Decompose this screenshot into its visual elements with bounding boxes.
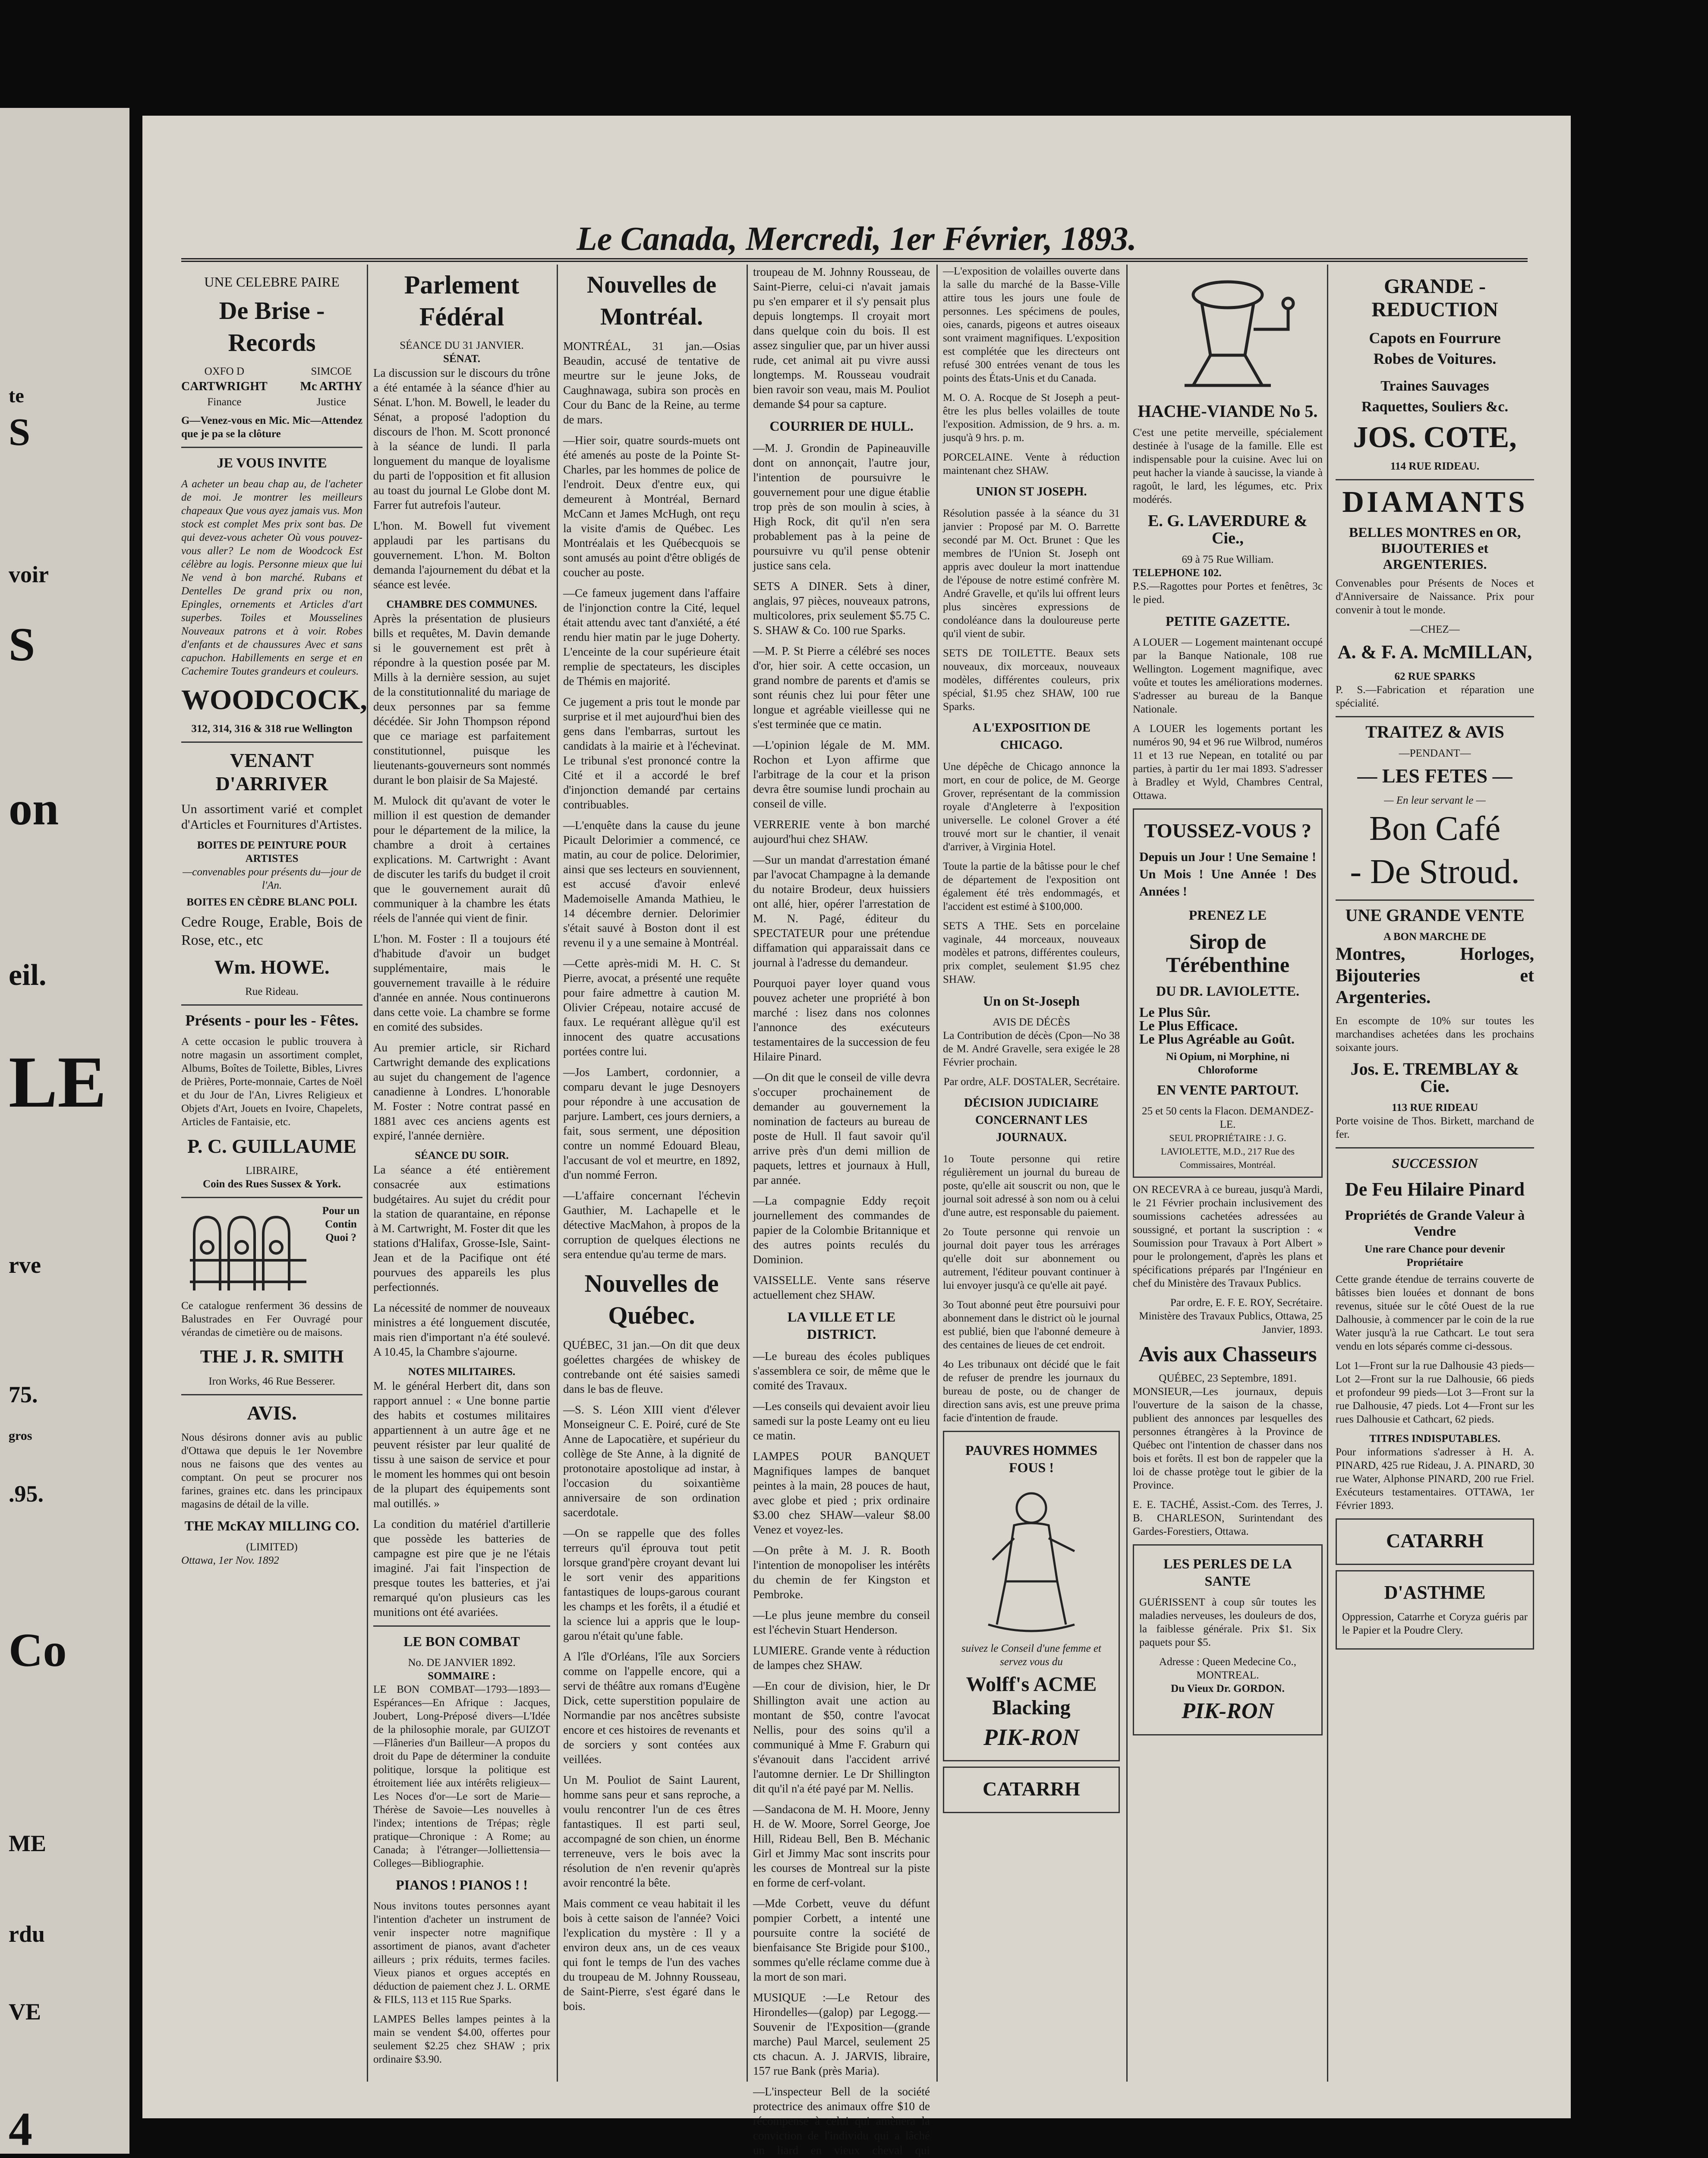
masthead: Le Canada, Mercredi, 1er Février, 1893. (577, 220, 1137, 257)
article-paragraph: —On se rappelle que des folles terreurs qu'il éprouva tout petit lorsque grand'père croyant devant lui le sort venir des apparitions fantastiques de loups-garous courant les champs et les forêts, il a étudié et la science lui a appris que le loup-garou n'était qu'une fable. (563, 1527, 740, 1642)
ad-text: A BON MARCHE DE (1383, 931, 1487, 943)
article-paragraph: QUÉBEC, 31 jan.—On dit que deux goélettes chargées de whiskey de contrebande ont été saisies samedi dans le bas de fleuve. (563, 1338, 740, 1395)
ad-mcmillan-name: A. & F. A. McMILLAN, (1337, 641, 1532, 663)
ad-brise-records-kicker: UNE CELEBRE PAIRE (204, 274, 340, 290)
ad-text: LIBRAIRE, (246, 1165, 298, 1177)
ad-tremblay-heading: UNE GRANDE VENTE (1345, 905, 1525, 925)
article-title: COURRIER DE HULL. (769, 418, 914, 434)
ad-text: Traines Sauvages (1380, 378, 1489, 394)
ad-woodcock-address: 312, 314, 316 & 318 rue Wellington (191, 723, 353, 735)
article-paragraph: L'hon. M. Bowell fut vivement applaudi par les partisans du gouvernement. L'hon. M. Bolton demanda l'ajournement du débat et la séance est levée. (373, 519, 550, 591)
article-paragraph: —Jos Lambert, cordonnier, a comparu devant le juge Desnoyers pour répondre à une accusation de parjure. Lambert, ces jours derniers, a fait, sous serment, une déposition contre un nommé Edouard Bleau, l'accusant de vol et meurtre, en 1892, d'un nommé Ferron. (563, 1066, 740, 1181)
article-paragraph: VAISSELLE. Vente sans réserve actuellement chez SHAW. (753, 1274, 930, 1301)
ad-text: Un assortiment varié et complet d'Articles et Fournitures d'Artistes. (181, 802, 362, 832)
ad-wolff-name: Wolff's ACME Blacking (966, 1673, 1097, 1719)
ad-text: OXFO D (204, 366, 245, 377)
adjacent-page-fragment (0, 108, 129, 2154)
article-paragraph: M. O. A. Rocque de St Joseph a peut-être les plus belles volailles de toute l'exposition. Admission, de 9 hrs. a. m. jusqu'à 9 hrs. p. m. (943, 392, 1120, 444)
article-paragraph: —Sur un mandat d'arrestation émané par l'avocat Champagne à la demande du notaire Brodeur, deux huissiers ont allé, hier, opérer l'arrestation de M. N. Pagé, éditeur du SPECTATEUR pour une prétendue diffamation qui apparaissait dans ce journal à l'adresse du demandeur. (753, 853, 930, 969)
ad-text: Une rare Chance pour devenir Propriétaire (1365, 1243, 1505, 1268)
fragment-text: te (9, 385, 24, 407)
ad-text: Iron Works, 46 Rue Besserer. (208, 1376, 335, 1387)
ad-text: 69 à 75 Rue William. (1182, 554, 1274, 565)
ad-text: CARTWRIGHT (181, 380, 268, 393)
article-paragraph: MONTRÉAL, 31 jan.—Osias Beaudin, accusé de tentative de meurtre sur le jeune Joks, de Caughnawaga, subira son procès en Cour du Banc de la Reine, au terme de mars. (563, 340, 740, 426)
article-paragraph: A l'île d'Orléans, l'île aux Sorciers comme on l'appelle encore, qui a servi de théâtre aux romans d'Eugène Dick, cette superstition populaire de Normandie par nos ancêtres subsiste encore et ces histoires de revenants et de sorciers y sont contées aux veillées. (563, 1650, 740, 1766)
ad-pinard-name: De Feu Hilaire Pinard (1345, 1179, 1525, 1200)
article-paragraph: Toute la partie de la bâtisse pour le chef de département de l'exposition ont également été très endommagés, et l'accident est estimé à $100,000. (943, 861, 1120, 912)
column-rule (747, 265, 748, 2082)
article-paragraph: ON RECEVRA à ce bureau, jusqu'à Mardi, le 21 Février prochain inclusivement des soumissions cachetées adressées au soussigné, et portant la suscription : « Soumission pour Travaux à Port Albert » pour le prolongement, d'après les plans et spécifications préparés par l'Ingénieur en chef du Ministère des Travaux Publics. (1133, 1184, 1323, 1289)
fragment-text: 4 (9, 2103, 32, 2155)
ad-text: Cedre Rouge, Erable, Bois de Rose, etc., etc (181, 914, 362, 948)
article-paragraph: MUSIQUE :—Le Retour des Hirondelles—(galop) par Legogg.—Souvenir de l'Exposition—(grande marche) Paul Marcel, seulement 25 cts chacun. A. J. JARVIS, libraire, 157 rue Bank (près Maria). (753, 1991, 930, 2077)
article-title: Nouvelles de Québec. (584, 1269, 719, 1329)
article-subhead: SÉNAT. (443, 353, 480, 365)
article-title: Un on St-Joseph (983, 993, 1080, 1009)
article-subhead: SÉANCE DU 31 JANVIER. (400, 340, 524, 351)
fragment-text: VE (9, 1999, 41, 2025)
ad-sirop-title: Sirop de Térébenthine (1166, 929, 1290, 977)
ad-text: Coin des Rues Sussex & York. (203, 1178, 341, 1190)
ad-sirop (1133, 808, 1323, 1178)
article-paragraph: LE BON COMBAT—1793—1893—Espérances—En Afrique : Jacques, Joubert, Long-Préposé divers—L'Idée de la philosophie morale, par GUIZOT—Flâneries d'un Bailleur—A propos du droit du Pape de déterminer la conduite politique, lorsque la politique est étroitement liée aux intérêts religieux—Les Noces d'or—Le sort de Marie—Thérèse de Savoie—Les nouvelles à l'index; intentions de Trépas; règle pratique—Chronique : A Rome; au Canada; à l'étranger—Jolliettensia—Colleges—Bibliographie. (373, 1684, 550, 1869)
article-paragraph: —Hier soir, quatre sourds-muets ont été amenés au poste de la Pointe St-Charles, par les hommes de police de l'endroit. Deux d'entre eux, qui demeurent à Montréal, Bernard McCann et James McHugh, ont reçu la visite d'amis de Québec. Les Montréalais et les Québecquois se sont amusés au point d'être obligés de coucher au poste. (563, 434, 740, 579)
ad-stroud-cafe: Bon Café (1369, 810, 1501, 848)
article-paragraph: 1o Toute personne qui retire régulièrement un journal du bureau de poste, qu'elle ait souscrit ou non, que le journal soit adressé à son nom ou à celui d'une autre, est responsable du paiement. (943, 1153, 1120, 1218)
fragment-text: eil. (9, 959, 47, 992)
ad-laverdure-name: E. G. LAVERDURE & Cie., (1148, 512, 1308, 547)
ad-text: Le Plus Agréable au Goût. (1139, 1031, 1295, 1047)
ad-text: Raquettes, Souliers &c. (1361, 399, 1508, 415)
ad-text: Pour un Contin Quoi ? (322, 1205, 360, 1243)
ad-howe-name: Wm. HOWE. (214, 956, 330, 978)
column-nouvelles (563, 265, 740, 2082)
article-paragraph: L'hon. M. Foster : Il a toujours été d'habitude d'avoir un budget supplémentaire, mais le gouvernement travaille à le réduire d'année en année. Nous continuerons dans cette voie. La chambre se forme en comité des subsides. (373, 932, 550, 1033)
ad-heading: CATARRH (1386, 1530, 1484, 1552)
column-hull (753, 265, 930, 2157)
fragment-text: LE (9, 1041, 107, 1123)
ad-text: Porte voisine de Thos. Birkett, marchand de fer. (1336, 1115, 1534, 1140)
fragment-text: rdu (9, 1921, 45, 1947)
ad-woodcock-heading: JE VOUS INVITE (217, 455, 327, 470)
article-paragraph: Un M. Pouliot de Saint Laurent, homme sans peur et sans reproche, a voulu rencontrer l'un de ces êtres fantastiques. Il est parti seul, accompagné de son chien, un énorme terreneuve, vers le bois avec la résolution de n'en revenir qu'après avoir rencontré la bête. (563, 1773, 740, 1889)
article-paragraph: SETS A DINER. Sets à diner, anglais, 97 pièces, nouveaux patrons, multicolores, prix seulement $5.75 C. S. SHAW & Co. 100 rue Sparks. (753, 580, 930, 637)
iron-fence-illustration (186, 1208, 315, 1295)
meat-grinder-illustration (1150, 269, 1305, 398)
column-parlement (373, 265, 550, 2082)
column-ads-left (181, 265, 367, 2082)
ad-cote-heading: GRANDE - REDUCTION (1371, 275, 1498, 321)
ad-text: Depuis un Jour ! Une Semaine ! Un Mois ! Une Année ! Des Années ! (1139, 850, 1316, 899)
article-paragraph: 4o Les tribunaux ont décidé que le fait de refuser de prendre les journaux du bureau de poste, ou de changer de direction sans avis, est une preuve prima facie d'intention de fraude. (943, 1359, 1120, 1424)
ad-text: —PENDANT— (1399, 748, 1471, 759)
article-paragraph: Nous invitons toutes personnes ayant l'intention d'acheter un instrument de venir inspecter notre magnifique assortiment de pianos, avant d'acheter ailleurs ; prix réduits, termes faciles. Vieux pianos et orgues acceptés en déduction de paiement chez J. L. ORME & FILS, 113 et 115 Rue Sparks. (373, 1900, 550, 2006)
article-paragraph: Après la présentation de plusieurs bills et requêtes, M. Davin demande si le gouvernement est prêt à répondre à la question posée par M. Mills à la dernière session, au sujet de la constitutionnalité du mariage de deux personnes par sa femme décédée. Sir John Thompson répond que ce mariage est parfaitement constitutionnel, puisque les lieutenants-gouverneurs sont nommés durant le bon plaisir de Sa Majesté. (373, 612, 550, 786)
fragment-text: Co (9, 1624, 67, 1676)
ad-woodcock-verse: A acheter un beau chap au, de l'acheter de moi. Je montrer les meilleurs chapeaux Que vous ayez jamais vus. Mon stock est complet Mes prix sont bas. De qui devez-vous acheter Où vous pouvez-vous aller? Le nom de Woodcock Est célèbre au logis. Personne mieux que lui Ne vend à bon marché. Rubans et Dentelles De grand prix ou non, Epingles, ornements et Articles d'art superbes. Toiles et Mousselines Nouveaux patrons et à voir. Robes d'enfants et de chaussures Avec et sans capuchon. Habillements en serge et en Cachemire Toutes grandeurs et couleurs. (181, 478, 362, 677)
article-paragraph: LUMIERE. Grande vente à réduction de lampes chez SHAW. (753, 1644, 930, 1672)
ad-heading: PAUVRES HOMMES FOUS ! (965, 1442, 1098, 1475)
ad-guillaume-name: P. C. GUILLAUME (187, 1135, 356, 1157)
article-title: LE BON COMBAT (403, 1634, 520, 1649)
ad-text: BOITES EN CÈDRE BLANC POLI. (186, 896, 357, 908)
article-paragraph: La séance a été entièrement consacrée aux estimations budgétaires. Au sujet du crédit pour la station de quarantaine, en réponse à M. Cartwright, M. Foster dit que les stations d'Halifax, Grosse-Isle, Saint-Jean et de la Pacifique ont été pourvues des appareils les plus perfectionnés. (373, 1163, 550, 1294)
ad-text: SIMCOE (311, 366, 352, 377)
fragment-text: gros (9, 1429, 32, 1443)
column-rule (1327, 265, 1328, 2082)
ad-text: 25 et 50 cents la Flacon. DEMANDEZ-LE. (1142, 1105, 1314, 1130)
article-title: Avis aux Chasseurs (1138, 1342, 1317, 1366)
newspaper-page (142, 116, 1571, 2157)
article-paragraph: PORCELAINE. Vente à réduction maintenant chez SHAW. (943, 451, 1120, 476)
article-paragraph: La nécessité de nommer de nouveaux ministres a été longuement discutée, mais rien d'important n'a été soulevé. A 10.45, la Chambre s'ajourne. (373, 1301, 550, 1358)
column-union (943, 265, 1120, 2082)
article-paragraph: —Les conseils qui devaient avoir lieu samedi sur la poste Leamy ont eu lieu ce matin. (753, 1400, 930, 1442)
ad-catarrh-small (943, 1767, 1120, 1813)
ad-text: 114 RUE RIDEAU. (1390, 461, 1480, 472)
ad-mckay-heading: AVIS. (247, 1402, 297, 1424)
article-paragraph: —On dit que le conseil de ville devra s'occuper prochainement de demander au gouvernement la nomination de facteurs au bureau de poste de Hull. Il faut savoir qu'il arrive près d'un demi million de paquets, lettres et journaux à Hull, par année. (753, 1071, 930, 1186)
article-paragraph: —La compagnie Eddy reçoit journellement des commandes de papier de la Colombie Britannique et des autres points reculés du Dominion. (753, 1194, 930, 1266)
ad-text: Propriétés de Grande Valeur à Vendre (1345, 1207, 1525, 1239)
ad-text: —convenables pour présents du—jour de l'An. (183, 866, 361, 891)
ad-text: — En leur servant le — (1384, 795, 1486, 806)
article-paragraph: —On prête à M. J. R. Booth l'intention de monopoliser les intérêts du chemin de fer Kingston et Pembroke. (753, 1544, 930, 1601)
article-paragraph: LAMPES POUR BANQUET Magnifiques lampes de banquet peintes à la main, 28 pouces de haut, avec globe et pied ; prix ordinaire $3.00 chez SHAW—valeur $8.00 Venez et voyez-les. (753, 1450, 930, 1536)
fragment-text: ME (9, 1830, 46, 1856)
article-title: A L'EXPOSITION DE CHICAGO. (972, 721, 1090, 752)
article-paragraph: —M. J. Grondin de Papineauville dont on annonçait, l'autre jour, l'intention de poursuivre le gouvernement pour une digue établie trop près de son moulin à scies, à High Rock, dit qu'il n'en sera probablement pas à la peine de poursuivre vu qu'il pense obtenir justice sans cela. (753, 442, 930, 572)
article-paragraph: —Ce fameux jugement dans l'affaire de l'injonction contre la Cité, lequel était attendu avec tant d'anxiété, a été rendu hier matin par le juge Doherty. L'enceinte de la cour supérieure était remplie de spectateurs, les disciples de Thémis en majorité. (563, 587, 740, 688)
ad-text: Capots en Fourrure (1369, 329, 1501, 347)
ad-howe-heading: VENANT D'ARRIVER (215, 749, 328, 795)
fragment-text: on (9, 782, 59, 835)
article-paragraph: SETS DE TOILETTE. Beaux sets nouveaux, dix morceaux, nouveaux modèles, différentes couleurs, prix spécial, $1.95 chez SHAW, 100 rue Sparks. (943, 647, 1120, 713)
ad-text: Lot 1—Front sur la rue Dalhousie 43 pieds—Lot 2—Front sur la rue Dalhousie, 66 pieds et profondeur 99 pieds—Lot 3—Front sur la rue Dalhousie, 47 pieds. Lot 4—Front sur les rues Dalhousie et Cathcart, 62 pieds. (1336, 1360, 1534, 1425)
ad-stroud-heading: TRAITEZ & AVIS (1365, 722, 1504, 741)
ad-text: DU DR. LAVIOLETTE. (1156, 983, 1299, 999)
article-title: DÉCISION JUDICIAIRE CONCERNANT LES JOURNAUX. (964, 1096, 1099, 1144)
article-title: PETITE GAZETTE. (1165, 613, 1290, 629)
column-sirop (1133, 265, 1323, 2082)
column-ads-right (1336, 265, 1534, 2082)
article-paragraph: A LOUER les logements portant les numéros 90, 94 et 96 rue Wilbrod, numéros 11 et 13 rue Nepean, en totalité ou par parties, à partir du 1er mai 1893. S'adresser à Bradley et Wyld, Chambres Central, Ottawa. (1133, 723, 1323, 801)
article-paragraph: Pourquoi payer loyer quand vous pouvez acheter une propriété à bon marché : lisez dans nos colonnes l'annonce des exécuteurs testamentaires de la succession de feu Hilaire Pinard. (753, 977, 930, 1063)
column-rule (367, 265, 368, 2082)
ad-text: Le Plus Sûr. (1139, 1004, 1211, 1020)
ad-stroud-name: - De Stroud. (1350, 853, 1520, 891)
ad-pinard-heading: SUCCESSION (1392, 1155, 1478, 1171)
ad-acme-blacking (943, 1431, 1120, 1761)
ad-text: TELEPHONE 102. (1133, 567, 1222, 579)
ad-woodcock-name: WOODCOCK, (181, 684, 367, 716)
ad-text: 113 RUE RIDEAU (1391, 1102, 1478, 1114)
ad-text: TITRES INDISPUTABLES. (1369, 1433, 1500, 1445)
ad-text: BIJOUTERIES et ARGENTERIES. (1381, 540, 1489, 572)
ad-guillaume-heading: Présents - pour les - Fêtes. (185, 1012, 359, 1029)
ad-heading: CATARRH (983, 1778, 1080, 1800)
ad-perles-sante (1133, 1544, 1323, 1735)
ad-text: (LIMITED) (246, 1541, 298, 1553)
ad-mckay-name: THE McKAY MILLING CO. (184, 1518, 359, 1533)
ad-text: A cette occasion le public trouvera à notre magasin un assortiment complet, Albums, Boîtes de Toilette, Bibles, Livres de Prières, Porte-monnaie, Cartes de Noël et du Jour de l'An, Livres Religieux et Objets d'Art, Jouets en Ivoire, Chapelets, Articles de Fantaisie, etc. (181, 1036, 363, 1128)
ad-text: 62 RUE SPARKS (1394, 671, 1475, 682)
article-paragraph: —L'affaire concernant l'échevin Gauthier, M. Lachapelle et le détective MacMahon, à propos de la corruption de quelques élections ne sera entendue qu'au terme de mars. (563, 1189, 740, 1261)
ad-asthme (1336, 1570, 1534, 1650)
ad-pikron-name: PIK-RON (1182, 1699, 1274, 1723)
article-paragraph: La discussion sur le discours du trône a été entamée à la séance d'hier au Sénat. L'hon. M. Bowell, le leader du Sénat, a proposé l'adoption du discours de l'hon. M. Scott prononcé à la séance de lundi. Il parla longuement du manque de loyalisme du parti de l'opposition et fit allusion au toast du journal Le Globe dont M. Farrer fut autrefois l'auteur. (373, 366, 550, 511)
article-paragraph: —Mde Corbett, veuve du défunt pompier Corbett, a intenté une poursuite contre la société de bienfaisance Ste Brigide pour $100., sommes qu'elle réclame comme due à la mort de son mari. (753, 1897, 930, 1983)
article-paragraph: 3o Tout abonné peut être poursuivi pour abonnement dans le district où le journal est publié, bien que l'abonné demeure à des centaines de lieues de cet endroit. (943, 1299, 1120, 1351)
article-paragraph: —Le plus jeune membre du conseil est l'échevin Stuart Henderson. (753, 1609, 930, 1636)
article-subhead: SOMMAIRE : (428, 1670, 496, 1682)
article-paragraph: M. le général Herbert dit, dans son rapport annuel : « Une bonne partie des habits et costumes militaires appartiennent à un autre âge et ne peuvent résister par leur qualité de tissu à une saison de service et pour le moment les hommes qui ont besoin de la plupart des équipements sont mal outillés. » (373, 1379, 550, 1510)
ad-text: BELLES MONTRES en OR, (1349, 524, 1521, 540)
article-paragraph: —Cette après-midi M. H. C. St Pierre, avocat, a présenté une requête pour faire admettre à caution M. Olivier Crépeau, notaire accusé de faux. Le requérant allègue qu'il est innocent des quatre accusations portées contre lui. (563, 957, 740, 1058)
column-rule (936, 265, 938, 2082)
fragment-text: S (9, 411, 31, 454)
article-paragraph: MONSIEUR,—Les journaux, depuis l'ouverture de la saison de la chasse, publient des annonces par lesquelles des personnes étrangères à la Province de Québec ont l'intention de chasser dans nos bois et forêts. Il est bon de rappeler que la loi de chasse protège tout le gibier de la Province. (1133, 1386, 1323, 1491)
ad-brise-records-names (181, 365, 362, 409)
article-paragraph: —Le bureau des écoles publiques s'assemblera ce soir, de même que le comité des Travaux. (753, 1350, 930, 1392)
article-subhead: QUÉBEC, 23 Septembre, 1891. (1159, 1372, 1297, 1384)
article-paragraph: A LOUER — Logement maintenant occupé par la Banque Nationale, 108 rue Wellington. Logement magnifique, avec voûte et toutes les améliorations modernes. S'adresser au bureau de la Banque Nationale. (1133, 637, 1323, 715)
article-subhead: NOTES MILITAIRES. (408, 1366, 516, 1378)
article-paragraph: —L'enquête dans la cause du jeune Picault Delorimier a commencé, ce matin, au cour de police. Delorimier, ainsi que ses lecteurs en souviennent, est accusé d'avoir enlevé Mademoiselle Amanda Mathieu, le 14 décembre dernier. Delorimier s'était sauvé à Boston dont il est revenu il y a une semaine à Montréal. (563, 819, 740, 949)
article-paragraph: —S. S. Léon XIII vient d'élever Monseigneur C. E. Poiré, curé de Ste Anne de Lapocatière, et supérieur du collège de Ste Anne, à la dignité de protonotaire apostolique ad instar, à l'occasion du soixantième anniversaire de son ordination sacerdotale. (563, 1403, 740, 1519)
article-paragraph: Mais comment ce veau habitait il les bois à cette saison de l'année? Voici l'explication du mystère : Il y a environ deux ans, un de ces veaux qui font le temps de l'un des vaches du troupeau de M. Johnny Rousseau, de Saint-Pierre, s'est égaré dans le bois. (563, 1897, 740, 2013)
fragment-text: 75. (9, 1382, 38, 1407)
article-paragraph: Ce jugement a pris tout le monde par surprise et il met aujourd'hui bien des gens dans l'embarras, surtout les candidats à la mairie et à l'échevinat. Le tribunal s'est prononcé contre la Cité et il a accordé le bref d'injonction demandé par certains contribuables. (563, 695, 740, 811)
ad-text: Montres, Horloges, Bijouteries et Argenteries. (1336, 944, 1534, 1007)
ad-text: suivez le Conseil d'une femme et servez vous du (961, 1643, 1101, 1668)
ad-text: Oppression, Catarrhe et Coryza guéris par le Papier et la Poudre Clery. (1342, 1611, 1528, 1636)
column-rule (557, 265, 558, 2082)
article-paragraph: E. E. TACHÉ, Assist.-Com. des Terres, J. B. CHARLESON, Surintendant des Gardes-Forestiers, Ottawa. (1133, 1499, 1323, 1537)
ad-text: Convenables pour Présents de Noces et d'Anniversaire de Naissance. Prix pour convenir à tout le monde. (1336, 577, 1534, 616)
masthead-rule (181, 258, 1528, 262)
ad-text: Justice (316, 396, 346, 408)
article-paragraph: —En cour de division, hier, le Dr Shillington avait une action au montant de $50, contre l'avocat Nellis, pour des soins qu'il a communiqué à Mme F. Graburn qui s'évanouit dans l'accident arrivé l'automne dernier. Le Dr Shillington dit qu'il n'a été payé par M. Nellis. (753, 1679, 930, 1795)
article-subhead: No. DE JANVIER 1892. (408, 1657, 516, 1669)
ad-text: —CHEZ— (1410, 624, 1460, 635)
article-paragraph: VERRERIE vente à bon marché aujourd'hui chez SHAW. (753, 818, 930, 846)
fragment-text: voir (9, 562, 49, 587)
article-paragraph: troupeau de M. Johnny Rousseau, de Saint-Pierre, celui-ci n'avait jamais pu s'en emparer et il s'y pensait plus depuis longtemps. Il croyait mort dans quelque coin du bois. Il est assez singulier que, par un hiver aussi rude, cet animal ait pu vivre aussi longtemps. M. Rousseau voudrait bien ravoir son veau, mais M. Pouliot demande $4 pour sa capture. (753, 265, 930, 410)
fragment-text: .95. (9, 1481, 44, 1507)
ad-text: P.S.—Ragottes pour Portes et fenêtres, 3c le pied. (1133, 581, 1323, 606)
article-paragraph: Au premier article, sir Richard Cartwright demande des explications au sujet du changement de l'agence canadienne à Londres. L'honorable M. Foster : Notre contrat passé en 1881 avec ces anciens agents est expiré, l'année dernière. (373, 1041, 550, 1142)
ad-text: Finance (207, 396, 242, 408)
ad-text: Cette grande étendue de terrains couverte de bâtisses bien louées et donnant de bons revenus, située sur le côté Ouest de la rue Dalhousie, à commencer par le coin de la rue Water jusqu'à la rue Cathcart. Le tout sera vendu en lots séparés comme ci-dessous. (1336, 1274, 1534, 1352)
article-paragraph: La condition du matériel d'artillerie que possède les batteries de campagne est pire que je ne l'étais imaginé. J'ai fait l'inspection de presque toutes les batteries, et j'ai remarqué qu'on plusieurs cas les munitions ont été avariées. (373, 1518, 550, 1618)
ad-heading: TOUSSEZ-VOUS ? (1144, 820, 1312, 842)
ad-text: BOITES DE PEINTURE POUR ARTISTES (197, 839, 347, 864)
ad-text: SEUL PROPRIÉTAIRE : J. G. LAVIOLETTE, M.D., 217 Rue des Commissaires, Montréal. (1161, 1133, 1295, 1170)
ad-text: C'est une petite merveille, spécialement destinée à l'usage de la famille. Elle est indispensable pour la cuisine. Avec lui on peut hacher la viande à saucisse, la viande à ragoût, le lard, les légumes, etc. Prix modérés. (1133, 427, 1323, 505)
ad-text: Rue Rideau. (245, 986, 299, 997)
ad-cote-name: JOS. COTE, (1353, 421, 1517, 454)
ad-heading: LES PERLES DE LA SANTE (1163, 1556, 1292, 1589)
article-subhead: CHAMBRE DES COMMUNES. (386, 599, 537, 610)
column-rule (1126, 265, 1128, 2082)
ad-pikron-name: PIK-RON (983, 1724, 1079, 1750)
article-title: Parlement Fédéral (404, 271, 520, 331)
ad-text: Nous désirons donner avis au public d'Ottawa que depuis le 1er Novembre nous ne faisons que des ventes au comptant. On peut se procurer nos farines, graines etc. dans les principaux magasins de détail de la ville. (181, 1432, 362, 1510)
ad-tremblay-name: Jos. E. TREMBLAY & Cie. (1350, 1059, 1519, 1096)
article-paragraph: Résolution passée à la séance du 31 janvier : Proposé par M. O. Barrette secondé par M. Oct. Brunet : Que les membres de l'Union St. Joseph ont appris avec douleur la mort inattendue de l'épouse de notre estimé confrère M. André Gravelle, et qu'ils lui offrent leurs plus sincères expressions de condoléance dans la douloureuse perte qu'il vient de subir. (943, 508, 1120, 640)
article-title: UNION ST JOSEPH. (976, 485, 1087, 498)
ad-heading: D'ASTHME (1384, 1582, 1486, 1603)
article-paragraph: LAMPES Belles lampes peintes à la main se vendent $4.00, offertes pour seulement $2.25 chez SHAW ; prix ordinaire $3.90. (373, 2013, 550, 2065)
ad-text: Ce catalogue renferment 36 dessins de Balustrades en Fer Ouvragé pour vérandas de cimetière ou de maisons. (181, 1300, 362, 1338)
ad-text: Du Vieux Dr. GORDON. (1171, 1683, 1285, 1694)
article-subhead: SÉANCE DU SOIR. (415, 1150, 509, 1161)
article-paragraph: M. Mulock dit qu'avant de voter le million il est question de demander pour le département de la milice, la chambre a droit à certaines explications. M. Cartwright : Avant de discuter les tarifs du budget il croit que le gouvernement aurait dû communiquer à la chambre les états réels de l'année qui vient de finir. (373, 794, 550, 924)
ad-text: P. S.—Fabrication et réparation une spécialité. (1336, 684, 1534, 709)
ad-text: Ottawa, 1er Nov. 1892 (181, 1555, 279, 1566)
ad-text: Adresse : Queen Medecine Co., MONTREAL. (1159, 1656, 1296, 1681)
article-title: Nouvelles de Montréal. (586, 271, 717, 330)
ad-text: Mc ARTHY (300, 380, 362, 393)
article-paragraph: Par ordre, E. F. E. ROY, Secrétaire. Ministère des Travaux Publics, Ottawa, 25 Janvier, 1893. (1139, 1297, 1323, 1335)
ad-text: Le Plus Efficace. (1139, 1018, 1238, 1033)
article-title: LA VILLE ET LE DISTRICT. (787, 1309, 896, 1342)
ad-text: G—Venez-vous en Mic. Mic—Attendez que je pa se la clôture (181, 415, 362, 440)
ad-text: Robes de Voitures. (1373, 350, 1497, 367)
fragment-text: S (9, 618, 35, 671)
article-paragraph: Une dépêche de Chicago annonce la mort, en cour de police, de M. George Grover, représentant de la commission royale d'Angleterre à l'exposition universelle. Le colonel Grover a été trouvé mort sur le chantier, il venait d'arriver, à Virginia Hotel. (943, 761, 1120, 853)
article-paragraph: —M. P. St Pierre a célébré ses noces d'or, hier soir. A cette occasion, un grand nombre de parents et d'amis se sont réunis chez lui pour fêter une longue et agréable vieillesse qui ne s'est terminée que ce matin. (753, 644, 930, 731)
ad-brise-records-title: De Brise - Records (219, 297, 325, 357)
ad-text: EN VENTE PARTOUT. (1157, 1082, 1299, 1098)
ad-text: Pour informations s'adresser à H. A. PINARD, 425 rue Rideau, J. A. PINARD, 30 rue Water, Alphonse PINARD, 200 rue Friel. Exécuteurs testamentaires. OTTAWA, 1er Février 1893. (1336, 1446, 1534, 1511)
article-paragraph: SETS A THE. Sets en porcelaine vaginale, 44 morceaux, nouveaux modèles et patrons, différentes couleurs, prix complet, seulement $1.95 chez SHAW. (943, 920, 1120, 985)
ad-text: — LES FETES — (1357, 765, 1513, 787)
ad-smith-name: THE J. R. SMITH (200, 1347, 344, 1367)
article-subhead: AVIS DE DÉCÈS (992, 1016, 1071, 1028)
article-paragraph: —L'opinion légale de M. MM. Rochon et Lyon affirme que l'arbitrage de la cour et la prison devra être soumise lundi prochain au conseil de ville. (753, 738, 930, 810)
fragment-text: rve (9, 1252, 41, 1278)
article-paragraph: —Sandacona de M. H. Moore, Jenny H. de W. Moore, Sorrel George, Joe Hill, Rideau Bell, Ben B. Méchanic Girl et Jimmy Mac sont inscrits pour les courses de Montreal sur la piste en forme de cerf-volant. (753, 1803, 930, 1889)
article-paragraph: La Contribution de décès (Cpon—No 38 de M. André Gravelle, sera exigée le 28 Février prochain. (943, 1030, 1120, 1068)
ad-catarrh (1336, 1518, 1534, 1565)
article-paragraph: 2o Toute personne qui renvoie un journal doit payer tous les arrérages qu'elle doit sur abonnement ou autrement, l'éditeur pouvant continuer à lui envoyer jusqu'à ce qu'elle ait payé. (943, 1226, 1120, 1291)
article-paragraph: Par ordre, ALF. DOSTALER, Secrétaire. (943, 1076, 1120, 1088)
ad-text: Ni Opium, ni Morphine, ni Chloroforme (1166, 1051, 1290, 1076)
ad-text: PRENEZ LE (1188, 907, 1267, 923)
article-paragraph: —L'inspecteur Bell de la société protectrice des animaux offre $10 de récompense à celui qui amènera la conviction de l'individu qui a lâché un liard en vieux cheval qui (753, 2085, 930, 2157)
article-paragraph: —L'exposition de volailles ouverte dans la salle du marché de la Basse-Ville attire tous les jours une foule de personnes. Les spécimens de poules, oies, canards, pigeons et autres oiseaux sont vraiment magnifiques. L'exposition est complétée que les directeurs ont refusé 300 entrées venant de tous les points des États-Unis et du Canada. (943, 265, 1120, 384)
article-title: PIANOS ! PIANOS ! ! (396, 1877, 528, 1893)
woman-in-rocking-chair-illustration (967, 1482, 1096, 1637)
ad-mcmillan-heading: DIAMANTS (1342, 486, 1528, 519)
ad-text: En escompte de 10% sur toutes les marchandises achetées dans les prochains soixante jours. (1336, 1015, 1534, 1054)
ad-heading: HACHE-VIANDE No 5. (1138, 401, 1318, 421)
ad-text: GUÉRISSENT à coup sûr toutes les maladies nerveuses, les douleurs de dos, la faiblesse générale. Prix $1. Six paquets pour $5. (1139, 1596, 1316, 1648)
